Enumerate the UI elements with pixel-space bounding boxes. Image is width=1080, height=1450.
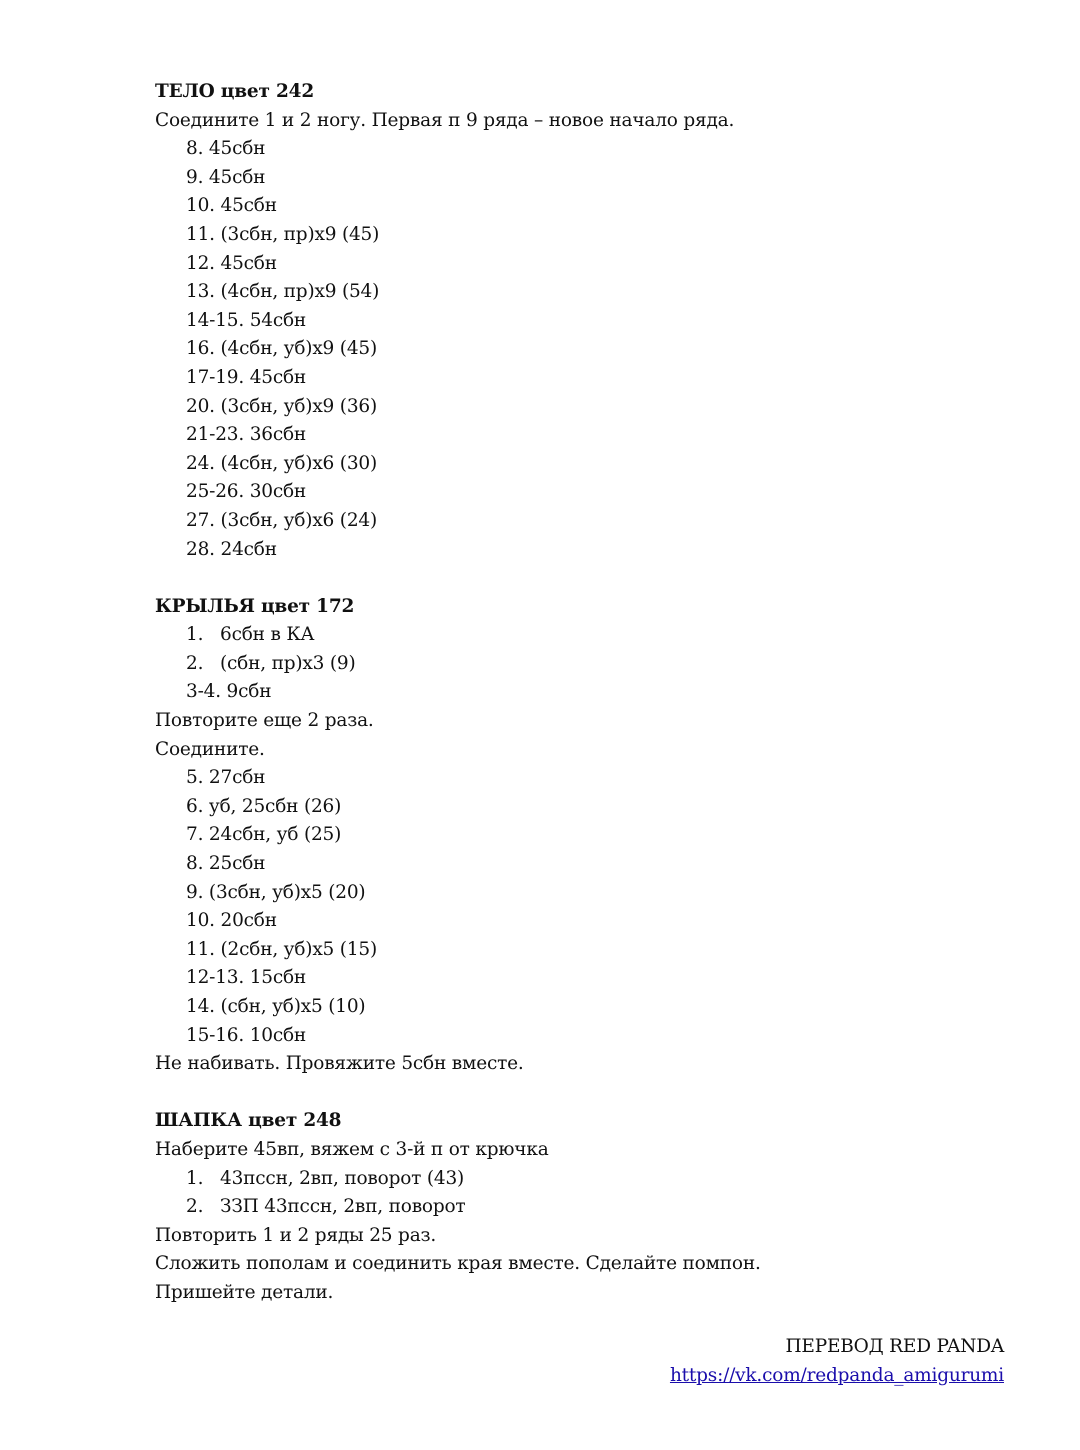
body-row: 10. 45сбн [186, 195, 277, 217]
row-text: 43пссн, 2вп, поворот (43) [220, 1167, 465, 1189]
wings-list-row [155, 621, 1015, 650]
wings-row: 7. 24сбн, уб (25) [186, 824, 342, 846]
body-row: 24. (4сбн, уб)х6 (30) [186, 452, 377, 474]
wings-row: 10. 20сбн [186, 910, 277, 932]
wings-row: 3-4. 9сбн [186, 681, 272, 703]
wings-row: 8. 25сбн [186, 853, 266, 875]
section-heading-hat: ШАПКА цвет 248 [155, 1110, 342, 1132]
body-row: 21-23. 36сбн [186, 424, 307, 446]
wings-row: 11. (2сбн, уб)х5 (15) [186, 938, 377, 960]
section-heading-wings: КРЫЛЬЯ цвет 172 [155, 595, 355, 617]
body-row: 20. (3сбн, уб)х9 (36) [186, 395, 377, 417]
translator-credit: ПЕРЕВОД RED PANDA [785, 1336, 1004, 1357]
hat-list-row [155, 1193, 1015, 1222]
wings-join-note: Соедините. [155, 738, 265, 760]
pattern-content [155, 78, 1015, 1308]
wings-row: 6. уб, 25сбн (26) [186, 795, 342, 817]
wings-row: 14. (сбн, уб)х5 (10) [186, 996, 366, 1017]
section-heading-body: ТЕЛО цвет 242 [155, 81, 314, 102]
body-row: 8. 45сбн [186, 138, 266, 160]
wings-repeat-note: Повторите еще 2 раза. [155, 710, 374, 732]
body-row: 11. (3сбн, пр)х9 (45) [186, 223, 380, 245]
wings-outro: Не набивать. Провяжите 5сбн вместе. [155, 1053, 524, 1075]
row-number: 1. [186, 1167, 204, 1189]
hat-list-row [155, 1165, 1015, 1194]
wings-list-row [155, 650, 1015, 679]
body-row: 27. (3сбн, уб)х6 (24) [186, 509, 377, 531]
hat-repeat-note: Повторить 1 и 2 ряды 25 раз. [155, 1224, 437, 1246]
body-row: 9. 45сбн [186, 166, 266, 188]
body-rows-list [155, 135, 1015, 564]
body-row: 25-26. 30сбн [186, 481, 307, 503]
hat-sew-note: Пришейте детали. [155, 1281, 334, 1303]
hat-intro: Наберите 45вп, вяжем с 3-й п от крючка [155, 1138, 549, 1160]
row-number: 1. [186, 624, 204, 646]
row-number: 2. [186, 1196, 204, 1218]
footer-credit [670, 1333, 1004, 1390]
wings-row: 12-13. 15сбн [186, 967, 307, 989]
body-row: 12. 45сбн [186, 252, 277, 274]
row-text: 6сбн в КА [220, 624, 315, 646]
vk-link[interactable]: https://vk.com/redpanda_amigurumi [669, 1364, 1004, 1386]
wings-rows-list [155, 764, 1015, 1050]
section-spacer [155, 564, 1015, 593]
row-text: (сбн, пр)х3 (9) [220, 652, 356, 674]
wings-row: 15-16. 10сбн [186, 1024, 307, 1046]
body-row: 16. (4сбн, уб)х9 (45) [186, 338, 377, 360]
wings-row: 9. (3сбн, уб)х5 (20) [186, 881, 366, 903]
body-row: 13. (4сбн, пр)х9 (54) [186, 281, 380, 303]
section-spacer [155, 1079, 1015, 1108]
hat-fold-note: Сложить пополам и соединить края вместе. Сделайте помпон. [155, 1253, 761, 1275]
wings-row: 5. 27сбн [186, 767, 266, 789]
body-row: 14-15. 54сбн [186, 309, 307, 331]
row-number: 2. [186, 652, 204, 674]
row-text: ЗЗП 43пссн, 2вп, поворот [220, 1196, 466, 1218]
body-row: 28. 24сбн [186, 538, 277, 560]
body-row: 17-19. 45сбн [186, 366, 307, 388]
body-intro: Соедините 1 и 2 ногу. Первая п 9 ряда – новое начало ряда. [155, 109, 735, 131]
